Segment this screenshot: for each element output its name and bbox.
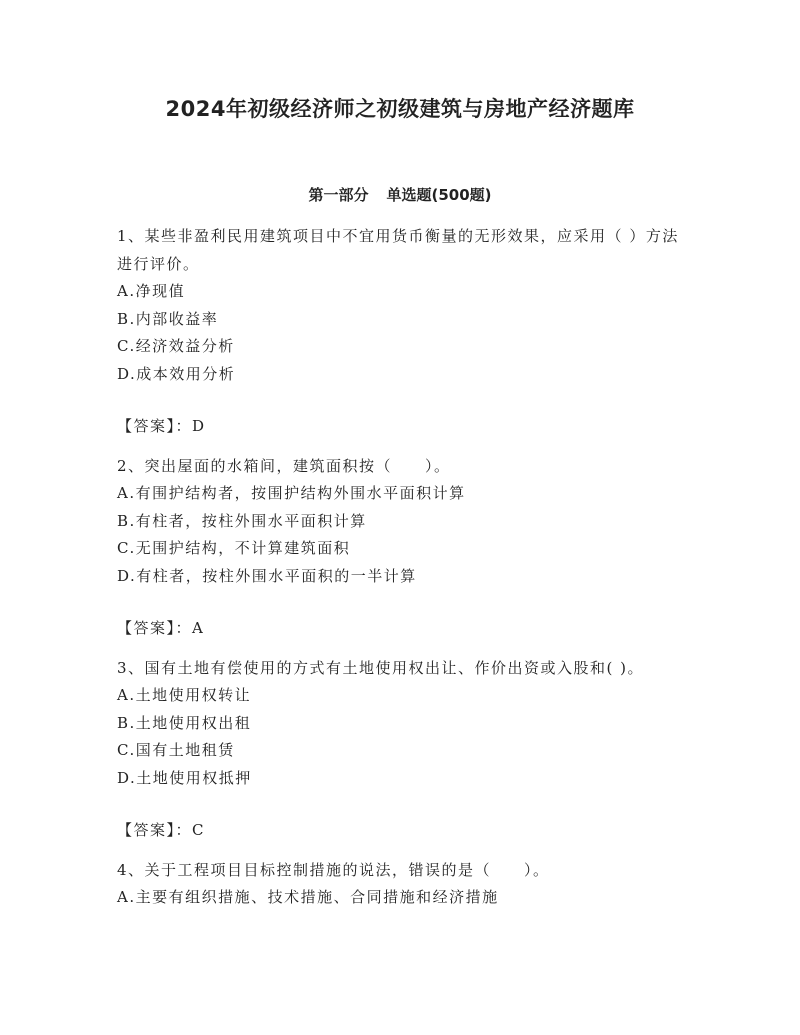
answer-label: 【答案】：: [117, 417, 193, 435]
option-d: D.土地使用权抵押: [117, 768, 252, 787]
option-c: C.经济效益分析: [117, 337, 235, 355]
question-stem: 4、关于工程项目目标控制措施的说法，错误的是（ ）。: [117, 860, 550, 879]
option-b: B.有柱者，按柱外围水平面积计算: [117, 511, 367, 530]
question-stem: 2、突出屋面的水箱间，建筑面积按（ ）。: [117, 456, 451, 475]
answer-line: [117, 615, 687, 643]
option-a: A.主要有组织措施、技术措施、合同措施和经济措施: [117, 888, 499, 906]
option-b: B.内部收益率: [117, 309, 219, 328]
question-2: [117, 453, 687, 643]
document-title: 2024年初级经济师之初级建筑与房地产经济题库: [165, 97, 635, 121]
answer-label: 【答案】：: [117, 821, 193, 839]
option-c: C.无围护结构，不计算建筑面积: [117, 539, 351, 557]
answer-line: [117, 413, 687, 441]
question-stem: 1、某些非盈利民用建筑项目中不宜用货币衡量的无形效果，应采用（ ）方法进行评价。: [117, 227, 679, 273]
option-a: A.净现值: [117, 282, 186, 300]
question-stem: 3、国有土地有偿使用的方式有土地使用权出让、作价出资或入股和( )。: [117, 658, 645, 677]
question-4: [117, 857, 687, 912]
section-title: [0, 184, 800, 206]
answer-value: A: [192, 619, 205, 637]
question-list: [117, 223, 687, 912]
option-a: A.土地使用权转让: [117, 686, 252, 704]
question-3: [117, 655, 687, 845]
option-c: C.国有土地租赁: [117, 741, 235, 759]
option-d: D.成本效用分析: [117, 364, 236, 383]
option-d: D.有柱者，按柱外围水平面积的一半计算: [117, 566, 417, 585]
section-part: 第一部分: [308, 186, 369, 204]
answer-line: [117, 817, 687, 845]
answer-value: D: [192, 417, 206, 435]
answer-label: 【答案】：: [117, 619, 193, 637]
option-a: A.有围护结构者，按围护结构外围水平面积计算: [117, 484, 466, 502]
question-1: [117, 223, 687, 441]
option-b: B.土地使用权出租: [117, 713, 252, 732]
answer-value: C: [192, 821, 205, 839]
section-name: 单选题(500题): [386, 186, 492, 204]
